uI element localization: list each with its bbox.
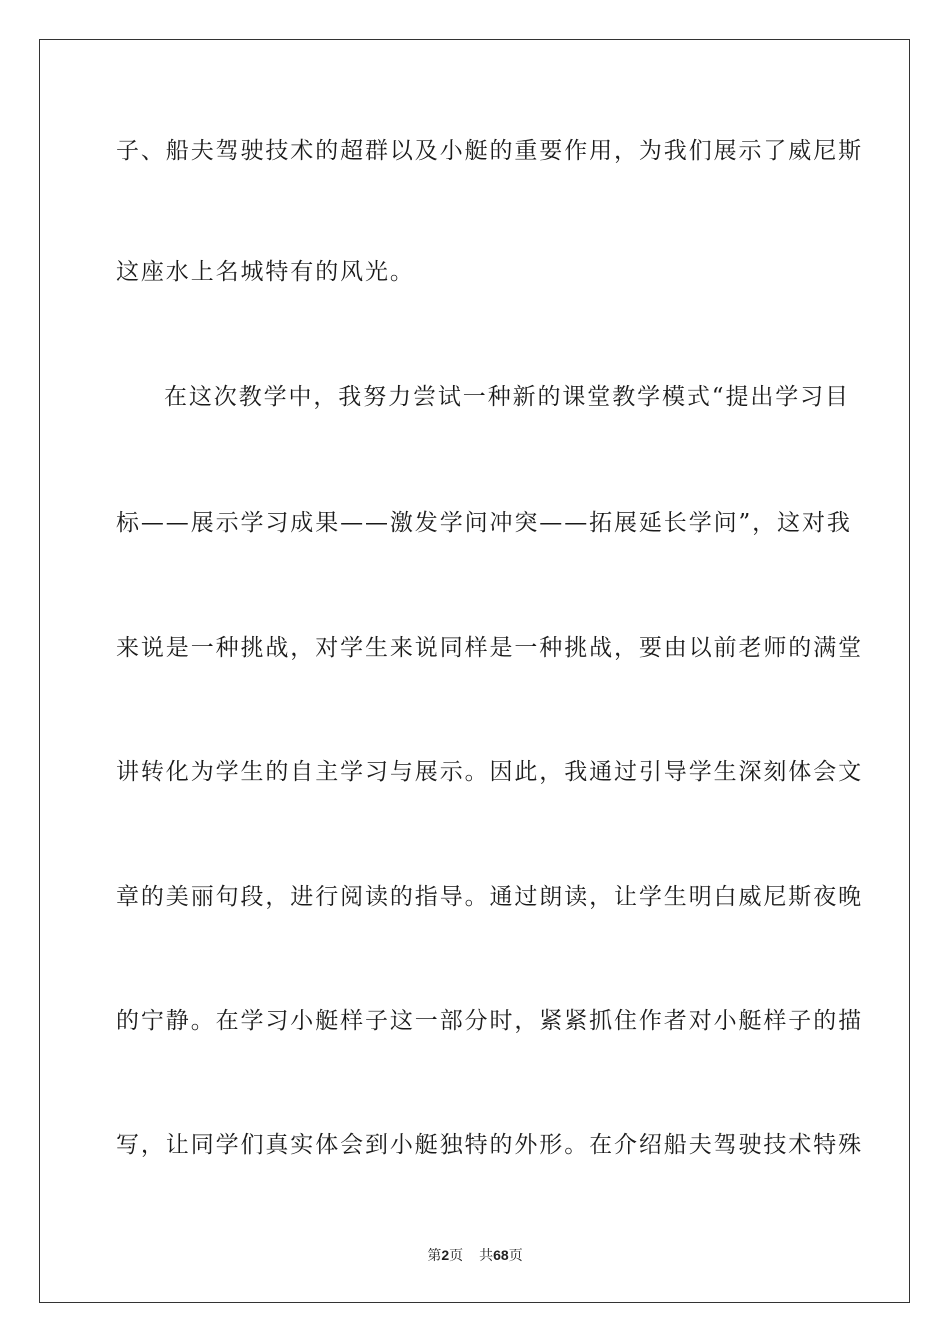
paragraph-line-4: 标——展示学习成果——激发学问冲突——拓展延长学问”，这对我 [116,510,852,536]
page-border [39,39,910,1303]
total-prefix: 共 [479,1248,494,1264]
paragraph-line-7: 章的美丽句段，进行阅读的指导。通过朗读，让学生明白威尼斯夜晚 [116,884,863,910]
paragraph-line-6: 讲转化为学生的自主学习与展示。因此，我通过引导学生深刻体会文 [116,759,863,785]
paragraph-line-9: 写，让同学们真实体会到小艇独特的外形。在介绍船夫驾驶技术特殊 [116,1132,863,1158]
total-suffix: 页 [508,1248,523,1264]
paragraph-line-5: 来说是一种挑战，对学生来说同样是一种挑战，要由以前老师的满堂 [116,635,863,661]
paragraph-line-8: 的宁静。在学习小艇样子这一部分时，紧紧抓住作者对小艇样子的描 [116,1008,863,1034]
paragraph-line-1: 子、船夫驾驶技术的超群以及小艇的重要作用，为我们展示了威尼斯 [116,138,863,164]
paragraph-line-3: 在这次教学中，我努力尝试一种新的课堂教学模式“提出学习目 [164,384,850,410]
page-footer [0,1246,950,1265]
total-pages: 68 [493,1247,509,1263]
page-number: 2 [441,1247,450,1263]
page-prefix: 第 [427,1248,442,1264]
page-suffix: 页 [449,1248,464,1264]
paragraph-line-2: 这座水上名城特有的风光。 [116,259,415,285]
